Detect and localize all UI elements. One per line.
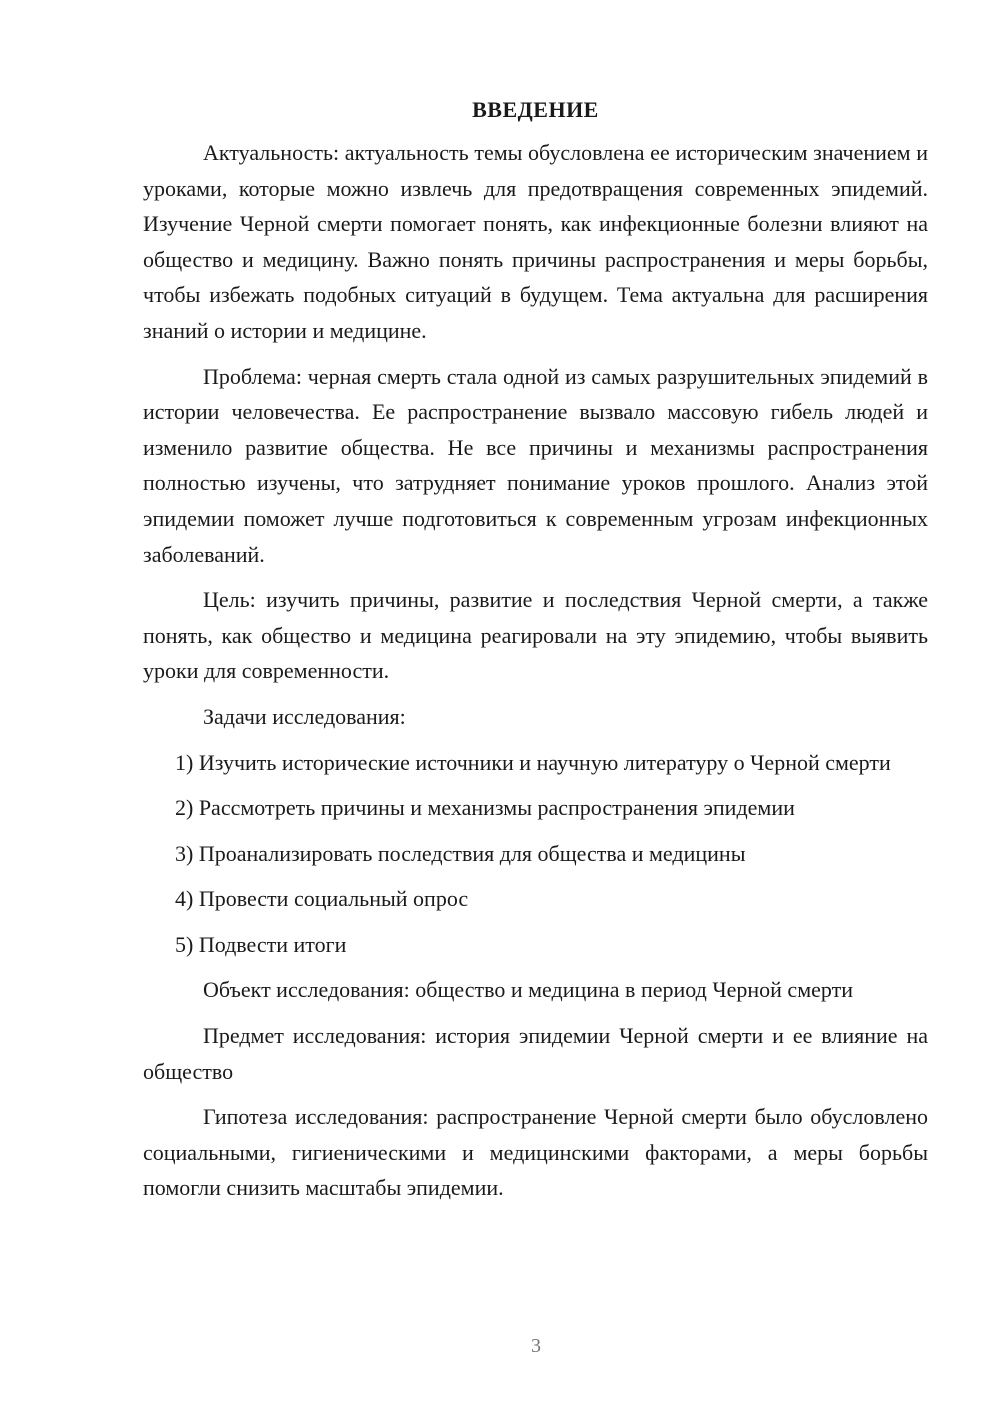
- paragraph-problem: Проблема: черная смерть стала одной из самых разрушительных эпидемий в истории человечества. Ее распространение вызвало массовую гибель людей и изменило развитие общества. Не все причины и механизмы распространения полностью изучены, что затрудняет понимание уроков прошлого. Анализ этой эпидемии поможет лучше подготовиться к современным угрозам инфекционных заболеваний.: [143, 363, 928, 567]
- paragraph-goal: Цель: изучить причины, развитие и последствия Черной смерти, а также понять, как общество и медицина реагировали на эту эпидемию, чтобы выявить уроки для современности.: [143, 587, 928, 684]
- task-item-1: 1) Изучить исторические источники и научную литературу о Черной смерти: [175, 749, 891, 775]
- tasks-heading: Задачи исследования:: [203, 703, 406, 729]
- paragraph-hypothesis: Гипотеза исследования: распространение Черной смерти было обусловлено социальными, гигиеническими и медицинскими факторами, а меры борьбы помогли снизить масштабы эпидемии.: [143, 1104, 928, 1201]
- page-title: ВВЕДЕНИЕ: [472, 97, 599, 122]
- task-item-4: 4) Провести социальный опрос: [175, 886, 469, 912]
- page-number: 3: [531, 1335, 541, 1357]
- paragraph-subject: Предмет исследования: история эпидемии Черной смерти и ее влияние на общество: [143, 1023, 928, 1084]
- document-body: [143, 93, 928, 1216]
- task-item-3: 3) Проанализировать последствия для общества и медицины: [175, 840, 746, 866]
- paragraph-relevance: Актуальность: актуальность темы обусловлена ее историческим значением и уроками, которые можно извлечь для предотвращения современных эпидемий. Изучение Черной смерти помогает понять, как инфекционные болезни влияют на общество и медицину. Важно понять причины распространения и меры борьбы, чтобы избежать подобных ситуаций в будущем. Тема актуальна для расширения знаний о истории и медицине.: [143, 140, 928, 343]
- task-item-5: 5) Подвести итоги: [175, 931, 347, 957]
- task-item-2: 2) Рассмотреть причины и механизмы распространения эпидемии: [175, 795, 795, 821]
- paragraph-object: Объект исследования: общество и медицина в период Черной смерти: [203, 977, 853, 1003]
